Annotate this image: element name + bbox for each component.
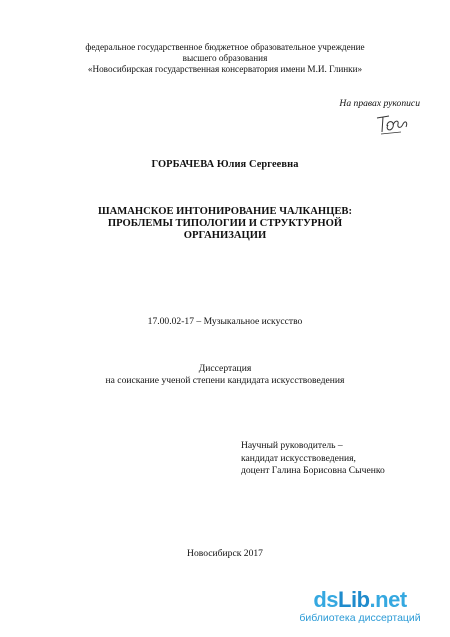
dissertation-label [0, 363, 450, 387]
dissertation-title [0, 206, 450, 242]
dslib-watermark[interactable] [280, 588, 440, 624]
title-line-1: ШАМАНСКОЕ ИНТОНИРОВАНИЕ ЧАЛКАНЦЕВ: [97, 206, 352, 217]
institution-line-1: федеральное государственное бюджетное образовательное учреждение [85, 42, 365, 52]
specialty-code: 17.00.02-17 – Музыкальное искусство [147, 316, 303, 327]
dissertation-line-2: на соискание ученой степени кандидата искусствоведения [105, 375, 345, 386]
institution-line-2: высшего образования [182, 53, 268, 63]
dslib-logo [280, 588, 440, 612]
institution-line-3: «Новосибирская государственная консерватория имени М.И. Глинки» [87, 64, 363, 74]
handwritten-signature [375, 112, 409, 136]
advisor-line-1: Научный руководитель – [241, 440, 343, 451]
advisor-line-3: доцент Галина Борисовна Сыченко [241, 465, 385, 476]
dslib-subtitle: библиотека диссертаций [299, 612, 421, 624]
logo-part-ds: ds [313, 587, 339, 612]
logo-part-net: .net [369, 587, 407, 612]
scientific-advisor [241, 440, 385, 478]
title-line-2: ПРОБЛЕМЫ ТИПОЛОГИИ И СТРУКТУРНОЙ [107, 218, 343, 229]
institution-header [0, 42, 450, 75]
logo-part-lib: Lib [338, 587, 370, 612]
author-name: ГОРБАЧЕВА Юлия Сергеевна [151, 159, 299, 170]
title-line-3: ОРГАНИЗАЦИИ [183, 230, 267, 241]
city-year: Новосибирск 2017 [187, 548, 263, 559]
rights-note: На правах рукописи [339, 98, 420, 109]
dissertation-line-1: Диссертация [198, 363, 252, 374]
advisor-line-2: кандидат искусствоведения, [241, 452, 356, 464]
